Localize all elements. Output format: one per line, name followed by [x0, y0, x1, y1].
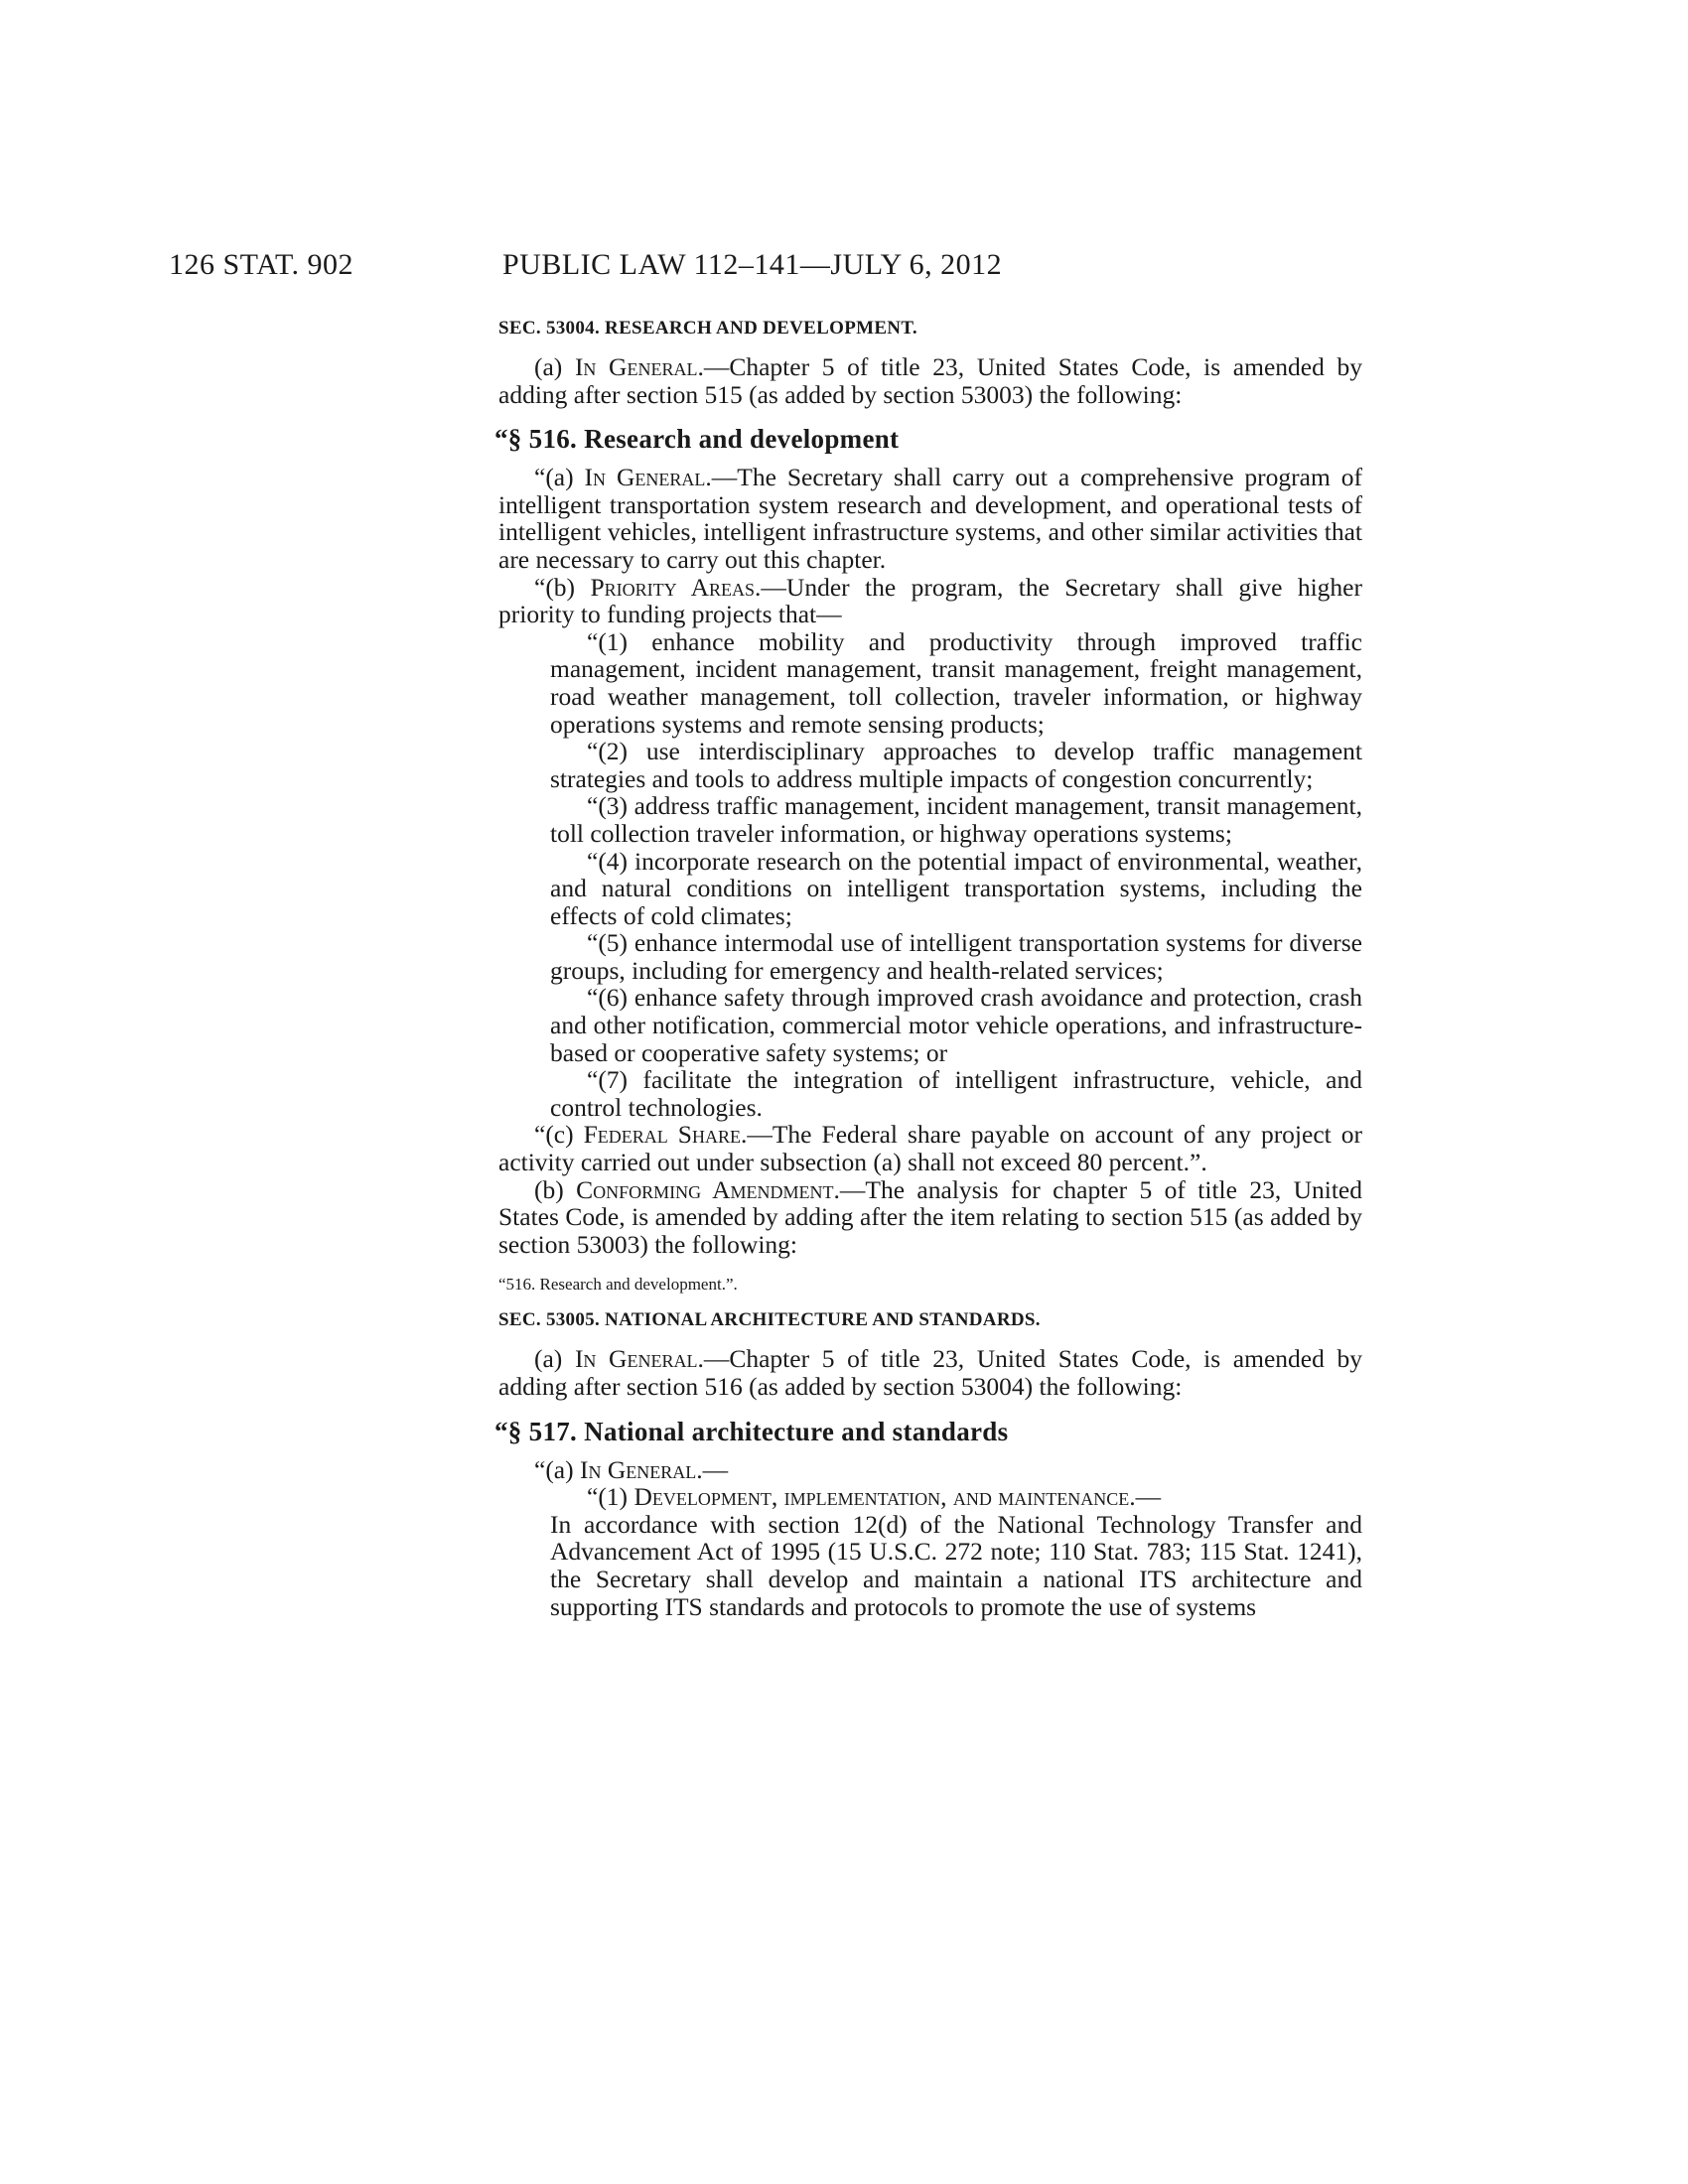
priority-item: “(7) facilitate the integration of intelligent infrastructure, vehicle, and control technologies. [550, 1065, 1362, 1122]
sec53004-subsection-b: (b) Conforming Amendment.—The analysis for chapter 5 of title 23, United States Code, is amended by adding after the item relating to section 515 (as added by section 53003) the following: [498, 1174, 1362, 1259]
sec517-paragraph-1-text: In accordance with section 12(d) of the National Technology Transfer and Advancement Act of 1995 (15 U.S.C. 272 note; 110 Stat. 783; 115 Stat. 1241), the Secretary shall develop and maintain a national ITS architecture and supporting ITS standards and protocols to promote the use of systems [550, 1509, 1362, 1621]
section-heading-53005: SEC. 53005. NATIONAL ARCHITECTURE AND STANDARDS. [498, 1309, 1041, 1331]
sec53004-subsection-a: (a) In General.—Chapter 5 of title 23, United States Code, is amended by adding after section 515 (as added by section 53003) the following: [498, 352, 1362, 409]
section-516-title: “§ 516. Research and development [494, 424, 900, 455]
sec516-subsection-b: “(b) Priority Areas.—Under the program, the Secretary shall give higher priority to funding projects that— [498, 572, 1362, 629]
sec516-subsection-c: “(c) Federal Share.—The Federal share payable on account of any project or activity carried out under subsection (a) shall not exceed 80 percent.”. [498, 1120, 1362, 1177]
priority-item: “(6) enhance safety through improved crash avoidance and protection, crash and other notification, commercial motor vehicle operations, and infrastructure-based or cooperative safety systems; or [550, 983, 1362, 1067]
sec517-paragraph-1-heading: “(1) Development, implementation, and maintenance.— [587, 1482, 1162, 1512]
section-517-title: “§ 517. National architecture and standards [494, 1416, 1009, 1446]
stat-page-number: 126 STAT. 902 [169, 248, 354, 281]
running-head: PUBLIC LAW 112–141—JULY 6, 2012 [502, 248, 1003, 281]
priority-item: “(1) enhance mobility and productivity through improved traffic management, incident management, transit management, freight management, road weather management, toll collection, traveler information, or highway operations systems and remote sensing products; [550, 626, 1362, 739]
priority-item: “(2) use interdisciplinary approaches to develop traffic management strategies and tools to address multiple impacts of congestion concurrently; [550, 737, 1362, 793]
sec53005-subsection-a: (a) In General.—Chapter 5 of title 23, United States Code, is amended by adding after section 516 (as added by section 53004) the following: [498, 1344, 1362, 1401]
priority-item: “(5) enhance intermodal use of intelligent transportation systems for diverse groups, including for emergency and health-related services; [550, 928, 1362, 985]
document-body [494, 316, 1362, 1621]
analysis-item: “516. Research and development.”. [498, 1275, 738, 1295]
priority-item: “(3) address traffic management, incident management, transit management, toll collection traveler information, or highway operations systems; [550, 791, 1362, 848]
sec516-subsection-a: “(a) In General.—The Secretary shall carry out a comprehensive program of intelligent transportation system research and development, and operational tests of intelligent vehicles, intelligent infrastructure systems, and other similar activities that are necessary to carry out this chapter. [498, 463, 1362, 574]
sec517-subsection-a: “(a) In General.— [534, 1454, 729, 1484]
priority-item: “(4) incorporate research on the potential impact of environmental, weather, and natural conditions on intelligent transportation systems, including the effects of cold climates; [550, 846, 1362, 930]
section-heading-53004: SEC. 53004. RESEARCH AND DEVELOPMENT. [498, 318, 917, 339]
